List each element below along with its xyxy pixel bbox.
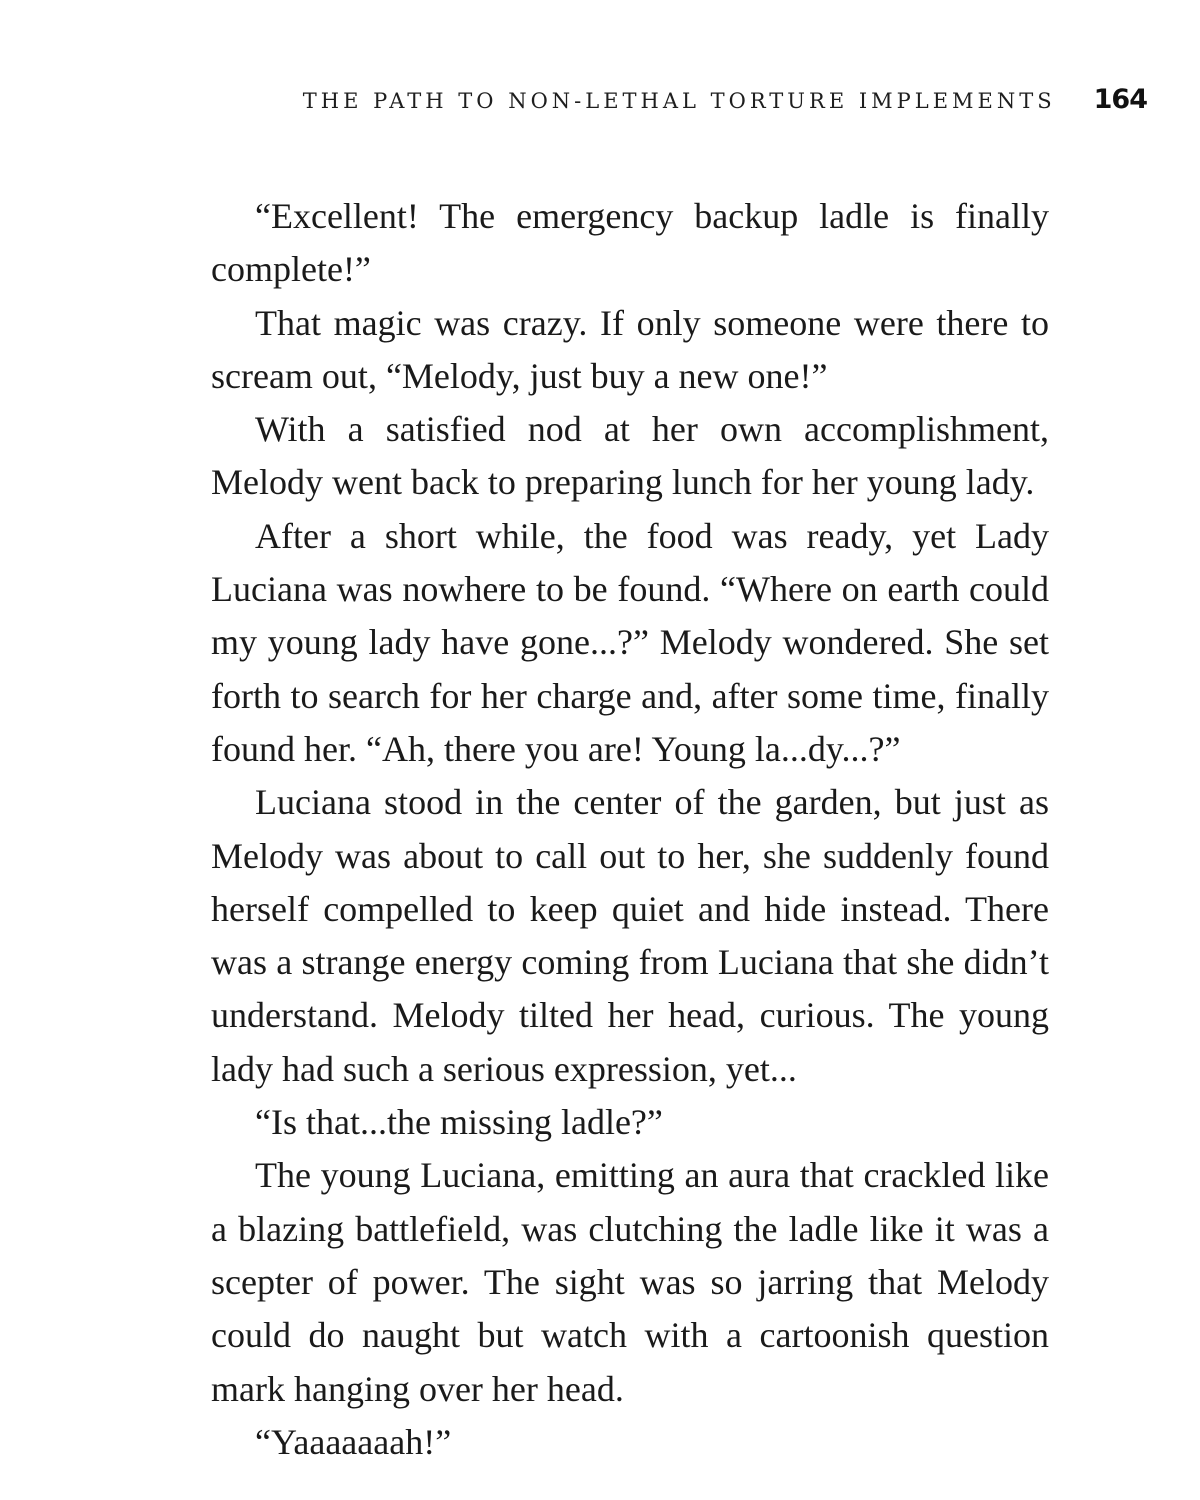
paragraph: After a short while, the food was ready, yet Lady Luciana was nowhere to be found. “Where on earth could my young lady have gone...?” Melody wondered. She set forth to search for her charge and, after some time, finally found her. “Ah, there you are! Young la...dy...?” xyxy=(211,515,1049,769)
paragraph: “Is that...the missing ladle?” xyxy=(255,1102,663,1143)
paragraph: With a satisfied nod at her own accomplishment, Melody went back to preparing lunch for her young lady. xyxy=(211,409,1049,503)
paragraph: Luciana stood in the center of the garden, but just as Melody was about to call out to her, she suddenly found herself compelled to keep quiet and hide instead. There was a strange energy coming from Luciana that she didn’t understand. Melody tilted her head, curious. The young lady had such a serious expression, yet... xyxy=(211,782,1049,1089)
running-header xyxy=(0,84,1147,115)
running-header-title: THE PATH TO NON-LETHAL TORTURE IMPLEMENTS xyxy=(302,89,1056,113)
paragraph: The young Luciana, emitting an aura that crackled like a blazing battlefield, was clutching the ladle like it was a scepter of power. The sight was so jarring that Melody could do naught but watch with a cartoonish question mark hanging over her head. xyxy=(211,1155,1049,1409)
paragraph: “Yaaaaaaah!” xyxy=(255,1421,452,1462)
paragraph: That magic was crazy. If only someone were there to scream out, “Melody, just buy a new one!” xyxy=(211,302,1049,396)
body-text xyxy=(211,190,1049,1469)
paragraph: “Excellent! The emergency backup ladle is finally complete!” xyxy=(211,196,1049,290)
page-number: 164 xyxy=(1093,84,1147,115)
